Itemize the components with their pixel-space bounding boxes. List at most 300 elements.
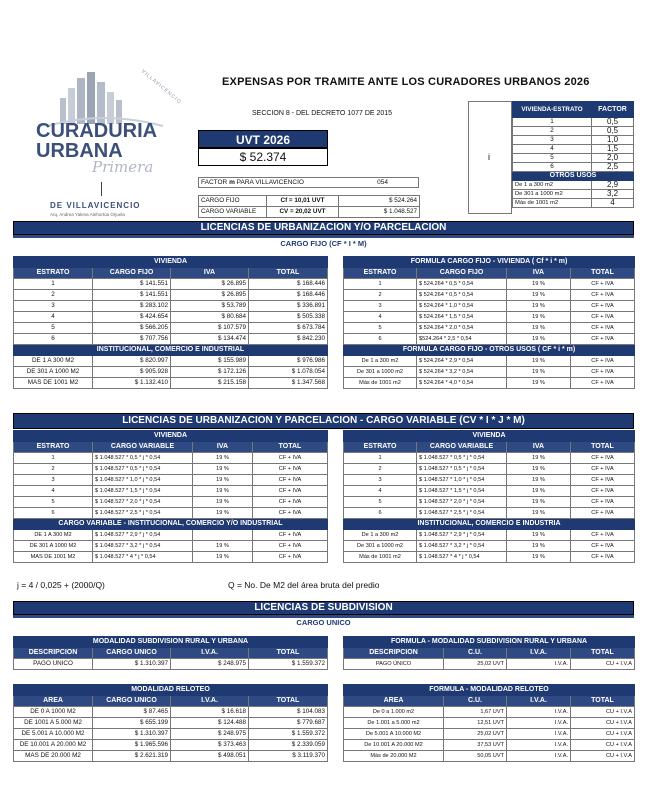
table-cell: CF + IVA (571, 378, 635, 389)
table-cell: 19 % (507, 301, 571, 312)
table-row (14, 464, 328, 475)
factor-estrato: 2 (513, 127, 592, 136)
table-row (513, 154, 634, 163)
subgroup-header: INSTITUCIONAL, COMERCIO E INDUSTRIA (344, 519, 635, 530)
table-row (344, 530, 635, 541)
section-variable-title: LICENCIAS DE URBANIZACION Y PARCELACION - CARGO VARIABLE (CV * I * J * M) (13, 413, 634, 429)
table-cell: 3 (14, 301, 93, 312)
table-cell: $ 524.264 * 3,2 * 0,54 (417, 367, 507, 378)
table-cell: $ 16.618 (171, 707, 249, 718)
table-cell: CU + I.V.A (571, 718, 635, 729)
table-row (513, 127, 634, 136)
table-cell: 19 % (507, 279, 571, 290)
column-header: C.U. (444, 696, 507, 707)
i-label: i (488, 152, 490, 162)
table-cell: CF + IVA (571, 334, 635, 345)
table-group-header: VIVIENDA (14, 431, 328, 442)
table-row (14, 301, 328, 312)
table-cell: I.V.A. (507, 729, 571, 740)
table-cell: 5 (344, 323, 417, 334)
table-cell: 2 (344, 290, 417, 301)
logo-line2: URBANA (36, 140, 123, 162)
table-row (344, 356, 635, 367)
otros-usos-label: OTROS USOS (513, 172, 634, 181)
table-cell: DE 5.001 A 10.000 M2 (14, 729, 93, 740)
table-cell: 19 % (193, 486, 253, 497)
table-cell: PAGO ÚNICO (344, 659, 444, 670)
table-cell: 19 % (507, 323, 571, 334)
logo-arq: Arq. Andrea Yalena Atehortúa Orjuela (50, 212, 125, 217)
table-cell: CF + IVA (253, 541, 328, 552)
table-cell: 50,05 UVT (444, 751, 507, 762)
table-cell: MAS DE 1001 M2 (14, 378, 93, 389)
table-cell: CF + IVA (571, 552, 635, 563)
factor-h2: FACTOR (592, 102, 634, 118)
table-row (344, 301, 635, 312)
table-cell: $ 524.264 * 2,9 * 0,54 (417, 356, 507, 367)
table-cell: DE 10.001 A 20.000 M2 (14, 740, 93, 751)
table-cell: 6 (14, 334, 93, 345)
table-cell: 5 (14, 497, 93, 508)
table-group-header: VIVIENDA (344, 431, 635, 442)
table-cell: $ 1.132.410 (93, 378, 171, 389)
table-row (14, 530, 328, 541)
column-header: CARGO VARIABLE (417, 442, 507, 453)
cargo-variable-value: $ 1.048.527 (339, 207, 420, 218)
table-row (344, 290, 635, 301)
table-row (14, 552, 328, 563)
table-row (344, 486, 635, 497)
table-cell: $ 2.339.059 (249, 740, 328, 751)
page-subtitle: SECCION 8 - DEL DECRETO 1077 DE 2015 (252, 110, 393, 117)
column-header: C.U. (444, 648, 507, 659)
table-row (344, 334, 635, 345)
table-row (344, 367, 635, 378)
factor-value: 2,5 (592, 163, 634, 172)
table-cell: $ 976.986 (249, 356, 328, 367)
column-header: ESTRATO (344, 442, 417, 453)
table-cell: $ 124.488 (171, 718, 249, 729)
table-cell: 19 % (507, 378, 571, 389)
column-header: TOTAL (571, 648, 635, 659)
table-row (14, 290, 328, 301)
table-cell: CF + IVA (253, 453, 328, 464)
column-header: CARGO FIJO (93, 268, 171, 279)
table-cell: 6 (344, 334, 417, 345)
table-cell: $ 779.687 (249, 718, 328, 729)
table-cell: $ 1.559.372 (249, 659, 328, 670)
table-cell: CF + IVA (571, 453, 635, 464)
table-cell: I.V.A. (507, 718, 571, 729)
table-row (14, 356, 328, 367)
table-cell: $ 373.463 (171, 740, 249, 751)
table-cell: DE 1001 A 5.000 M2 (14, 718, 93, 729)
table-cell (193, 530, 253, 541)
factor-area: De 1 a 300 m2 (513, 181, 592, 190)
table-group-header: FORMULA - MODALIDAD SUBDIVISION RURAL Y URBANA (344, 637, 635, 648)
cargo-variable-formula-table (343, 430, 635, 563)
reloteo-table (13, 684, 328, 762)
logo-arc-text: VILLAVICENCIO (139, 68, 183, 106)
table-cell: 19 % (507, 290, 571, 301)
table-cell: $ 673.784 (249, 323, 328, 334)
table-cell: $ 107.579 (171, 323, 249, 334)
table-cell: 19 % (507, 497, 571, 508)
table-cell: 2 (14, 464, 93, 475)
table-cell: Más de 1001 m2 (344, 552, 417, 563)
table-row (344, 729, 635, 740)
table-cell: CU + I.V.A (571, 659, 635, 670)
table-cell: $ 1.048.527 * 3,2 * j * 0,54 (417, 541, 507, 552)
table-cell: 5 (14, 323, 93, 334)
table-cell: $ 168.446 (249, 279, 328, 290)
column-header: I.V.A. (171, 648, 249, 659)
table-cell: $ 1.048.527 * 0,5 * j * 0,54 (417, 464, 507, 475)
column-header: DESCRIPCION (344, 648, 444, 659)
table-row (513, 118, 634, 127)
table-cell: 19 % (193, 508, 253, 519)
table-row (344, 541, 635, 552)
table-row (513, 136, 634, 145)
table-cell: CF + IVA (571, 279, 635, 290)
table-cell: DE 1 A 300 M2 (14, 530, 93, 541)
table-cell: 19 % (193, 541, 253, 552)
table-row (344, 312, 635, 323)
column-header: TOTAL (571, 268, 635, 279)
table-cell: 2 (14, 290, 93, 301)
table-cell: $ 168.446 (249, 290, 328, 301)
table-row (344, 552, 635, 563)
table-cell: 25,02 UVT (444, 729, 507, 740)
subgroup-header: FORMULA CARGO FIJO - OTROS USOS ( CF * i * m) (344, 345, 635, 356)
table-cell: CF + IVA (571, 312, 635, 323)
table-cell: De 301 a 1000 m2 (344, 541, 417, 552)
factor-value: 1,0 (592, 136, 634, 145)
table-cell: MAS DE 20.000 M2 (14, 751, 93, 762)
subgroup-header: CARGO VARIABLE - INSTITUCIONAL, COMERCIO Y/O INDUSTRIAL (14, 519, 328, 530)
factor-value: 2,9 (592, 181, 634, 190)
column-header: TOTAL (249, 268, 328, 279)
table-cell: 4 (14, 486, 93, 497)
table-cell: $ 1.048.527 * 0,5 * j * 0,54 (417, 453, 507, 464)
subgroup-header: INSTITUCIONAL, COMERCIO E INDUSTRIAL (14, 345, 328, 356)
table-row (14, 475, 328, 486)
cargo-fijo-label: CARGO FIJO (199, 196, 267, 207)
section-bar (13, 235, 634, 238)
column-header: TOTAL (571, 442, 635, 453)
column-header: ESTRATO (14, 442, 93, 453)
table-cell: $ 1.048.527 * 1,0 * j * 0,54 (417, 475, 507, 486)
table-cell: $ 172.126 (171, 367, 249, 378)
table-cell: 3 (14, 475, 93, 486)
cargo-variable-vivienda-table (13, 430, 328, 563)
column-header: TOTAL (249, 696, 328, 707)
factor-area: Más de 1001 m2 (513, 199, 592, 208)
factor-value: 3,2 (592, 190, 634, 199)
factor-value: 0,5 (592, 118, 634, 127)
subdivision-formula-table (343, 636, 635, 670)
table-row (14, 279, 328, 290)
table-cell: $ 1.048.527 * 1,0 * j * 0,54 (93, 475, 193, 486)
table-cell: CF + IVA (253, 486, 328, 497)
table-cell: DE 1 A 300 M2 (14, 356, 93, 367)
section-urbanizacion-title: LICENCIAS DE URBANIZACION Y/O PARCELACION (13, 221, 634, 235)
table-cell: 19 % (507, 464, 571, 475)
logo-line1: CURADURIA (36, 120, 158, 142)
table-cell: $ 1.048.527 * 0,5 * j * 0,54 (93, 453, 193, 464)
column-header: CARGO VARIABLE (93, 442, 193, 453)
table-cell: $ 141.551 (93, 290, 171, 301)
table-cell: CU + I.V.A (571, 751, 635, 762)
factor-estrato: 5 (513, 154, 592, 163)
table-cell: $ 336.891 (249, 301, 328, 312)
column-header: TOTAL (249, 648, 328, 659)
table-row (14, 323, 328, 334)
column-header: TOTAL (253, 442, 328, 453)
table-cell: $ 2.621.319 (93, 751, 171, 762)
column-header: IVA (193, 442, 253, 453)
section-subdivision-sub: CARGO UNICO (296, 618, 351, 627)
table-cell: $ 1.310.397 (93, 729, 171, 740)
table-cell: $ 155.989 (171, 356, 249, 367)
table-cell: CF + IVA (571, 497, 635, 508)
table-row (513, 145, 634, 154)
table-cell: $ 905.928 (93, 367, 171, 378)
cargo-fijo-formula: Cf = 10,01 UVT (267, 196, 339, 207)
factor-label: FACTOR (201, 179, 228, 186)
table-cell: $ 1.048.527 * 1,5 * j * 0,54 (93, 486, 193, 497)
section-subdivision-title: LICENCIAS DE SUBDIVISION (13, 601, 634, 615)
table-group-header: MODALIDAD SUBDIVISION RURAL Y URBANA (14, 637, 328, 648)
table-cell: 19 % (507, 475, 571, 486)
table-row (513, 199, 634, 208)
table-row (344, 323, 635, 334)
table-cell: 4 (344, 312, 417, 323)
table-cell: 19 % (507, 552, 571, 563)
section-urbanizacion-sub: CARGO FIJO (CF * I * M) (280, 239, 367, 248)
column-header: CARGO UNICO (93, 696, 171, 707)
factor-value: 1,5 (592, 145, 634, 154)
column-header: ESTRATO (344, 268, 417, 279)
uvt-value: $ 52.374 (198, 148, 328, 166)
table-group-header: MODALIDAD RELOTEO (14, 685, 328, 696)
table-cell: 4 (344, 486, 417, 497)
table-cell: Más de 20.000 M2 (344, 751, 444, 762)
table-cell: 19 % (507, 453, 571, 464)
table-row (14, 718, 328, 729)
column-header: TOTAL (571, 696, 635, 707)
table-cell: $ 1.078.054 (249, 367, 328, 378)
table-cell: De 5.001 A 10.000 M2 (344, 729, 444, 740)
note-q: Q = No. De M2 del área bruta del predio (228, 580, 380, 590)
table-cell: De 0 a 1.000 m2 (344, 707, 444, 718)
table-cell: $ 1.559.372 (249, 729, 328, 740)
table-cell: CF + IVA (253, 552, 328, 563)
table-cell: De 10.001 A 20.000 M2 (344, 740, 444, 751)
table-row (14, 486, 328, 497)
table-cell: 1 (344, 453, 417, 464)
table-cell: $ 26.895 (171, 290, 249, 301)
table-cell: $ 248.975 (171, 729, 249, 740)
table-cell: 12,51 UVT (444, 718, 507, 729)
table-cell: $ 566.205 (93, 323, 171, 334)
table-group-header: FORMULA CARGO FIJO - VIVIENDA ( Cf * i * m) (344, 257, 635, 268)
table-cell: $ 424.654 (93, 312, 171, 323)
cargo-fijo-vivienda-table (13, 256, 328, 389)
table-row (344, 453, 635, 464)
table-row (14, 497, 328, 508)
table-cell: $ 3.119.370 (249, 751, 328, 762)
table-cell: I.V.A. (507, 740, 571, 751)
table-cell: $ 1.310.397 (93, 659, 171, 670)
table-cell: 1 (14, 453, 93, 464)
table-row (513, 181, 634, 190)
table-cell: CF + IVA (253, 464, 328, 475)
table-row (14, 453, 328, 464)
table-cell: CF + IVA (253, 497, 328, 508)
table-cell: $ 1.048.527 * 2,5 * j * 0,54 (93, 508, 193, 519)
factor-h1: VIVIENDA-ESTRATO (513, 102, 592, 118)
table-row (14, 707, 328, 718)
logo (28, 68, 183, 220)
formula-cargo-fijo-table (343, 256, 635, 389)
table-cell: $ 1.048.527 * 0,5 * j * 0,54 (93, 464, 193, 475)
table-row (344, 718, 635, 729)
table-cell: 19 % (507, 541, 571, 552)
table-row (14, 541, 328, 552)
table-cell: PAGO UNICO (14, 659, 93, 670)
column-header: IVA (171, 268, 249, 279)
factor-area: De 301 a 1000 m2 (513, 190, 592, 199)
table-cell: $ 524.264 * 4,0 * 0,54 (417, 378, 507, 389)
factor-value: 054 (377, 179, 388, 186)
table-row (513, 190, 634, 199)
table-cell: $ 26.895 (171, 279, 249, 290)
table-row (344, 279, 635, 290)
table-row (14, 740, 328, 751)
table-cell: De 301 a 1000 m2 (344, 367, 417, 378)
table-cell: $ 1.965.596 (93, 740, 171, 751)
factor-estrato: 6 (513, 163, 592, 172)
table-cell: 19 % (507, 367, 571, 378)
table-cell: DE 301 A 1000 M2 (14, 367, 93, 378)
table-cell: I.V.A. (507, 751, 571, 762)
factor-estrato: 4 (513, 145, 592, 154)
logo-script: Primera (92, 158, 154, 176)
table-cell: 3 (344, 301, 417, 312)
factor-table (512, 101, 634, 208)
table-cell: 2 (344, 464, 417, 475)
cargos-table (198, 195, 420, 218)
factor-estrato: 3 (513, 136, 592, 145)
table-row (344, 475, 635, 486)
table-cell: $524.264 * 2,5 * 0,54 (417, 334, 507, 345)
table-cell: CF + IVA (571, 290, 635, 301)
table-row (344, 659, 635, 670)
table-cell: 25,02 UVT (444, 659, 507, 670)
table-row (14, 367, 328, 378)
table-cell: DE 0 A 1000 M2 (14, 707, 93, 718)
table-cell: $ 842.230 (249, 334, 328, 345)
table-cell: $ 524.264 * 1,5 * 0,54 (417, 312, 507, 323)
table-cell: $ 524.264 * 0,5 * 0,54 (417, 290, 507, 301)
table-cell: De 1 a 300 m2 (344, 356, 417, 367)
subdivision-table (13, 636, 328, 670)
column-header: CARGO FIJO (417, 268, 507, 279)
column-header: IVA (507, 442, 571, 453)
table-cell: $ 524.264 * 2,0 * 0,54 (417, 323, 507, 334)
logo-divider (101, 182, 102, 196)
table-row (344, 751, 635, 762)
table-cell: MAS DE 1001 M2 (14, 552, 93, 563)
table-cell: $ 283.102 (93, 301, 171, 312)
table-row (344, 378, 635, 389)
table-cell: 19 % (193, 552, 253, 563)
table-row (14, 378, 328, 389)
table-cell: CU + I.V.A (571, 740, 635, 751)
cargo-variable-label: CARGO VARIABLE (199, 207, 267, 218)
table-cell: 6 (14, 508, 93, 519)
table-cell: I.V.A. (507, 707, 571, 718)
table-cell: CF + IVA (253, 508, 328, 519)
table-cell: $ 524.264 * 1,0 * 0,54 (417, 301, 507, 312)
table-cell: 19 % (193, 453, 253, 464)
table-cell: 19 % (193, 464, 253, 475)
table-cell: De 1.001 a 5.000 m2 (344, 718, 444, 729)
table-cell: $ 104.083 (249, 707, 328, 718)
factor-rest: PARA VILLAVICENCIO (236, 179, 304, 186)
table-cell: Más de 1001 m2 (344, 378, 417, 389)
table-cell: $ 141.551 (93, 279, 171, 290)
page-title: EXPENSAS POR TRAMITE ANTE LOS CURADORES URBANOS 2026 (222, 76, 590, 88)
table-cell: $ 1.048.527 * 2,9 * j * 0,54 (93, 530, 193, 541)
table-cell: $ 655.199 (93, 718, 171, 729)
table-cell: 19 % (507, 530, 571, 541)
table-cell: $ 215.158 (171, 378, 249, 389)
table-cell: 3 (344, 475, 417, 486)
table-row (344, 508, 635, 519)
factor-m-row (198, 177, 419, 188)
table-cell: I.V.A. (507, 659, 571, 670)
table-cell: $ 1.048.527 * 2,5 * j * 0,54 (417, 508, 507, 519)
table-row (14, 729, 328, 740)
factor-value: 0,5 (592, 127, 634, 136)
table-cell: 1 (14, 279, 93, 290)
table-cell: $ 248.975 (171, 659, 249, 670)
factor-m-letter: m (229, 179, 235, 186)
column-header: I.V.A. (171, 696, 249, 707)
column-header: ESTRATO (14, 268, 93, 279)
table-cell: $ 498.051 (171, 751, 249, 762)
table-cell: $ 87.465 (93, 707, 171, 718)
table-row (344, 740, 635, 751)
table-cell: $ 1.048.527 * 2,0 * j * 0,54 (93, 497, 193, 508)
table-cell: 1,67 UVT (444, 707, 507, 718)
column-header: DESCRIPCION (14, 648, 93, 659)
column-header: AREA (14, 696, 93, 707)
table-cell: CF + IVA (571, 367, 635, 378)
column-header: CARGO UNICO (93, 648, 171, 659)
table-cell: $ 1.048.527 * 3,2 * j * 0,54 (93, 541, 193, 552)
reloteo-formula-table (343, 684, 635, 762)
table-cell: De 1 a 300 m2 (344, 530, 417, 541)
column-header: IVA (507, 268, 571, 279)
logo-place: DE VILLAVICENCIO (50, 201, 141, 210)
table-cell: 19 % (507, 356, 571, 367)
table-row (14, 508, 328, 519)
table-cell: 19 % (507, 334, 571, 345)
table-cell: $ 134.474 (171, 334, 249, 345)
